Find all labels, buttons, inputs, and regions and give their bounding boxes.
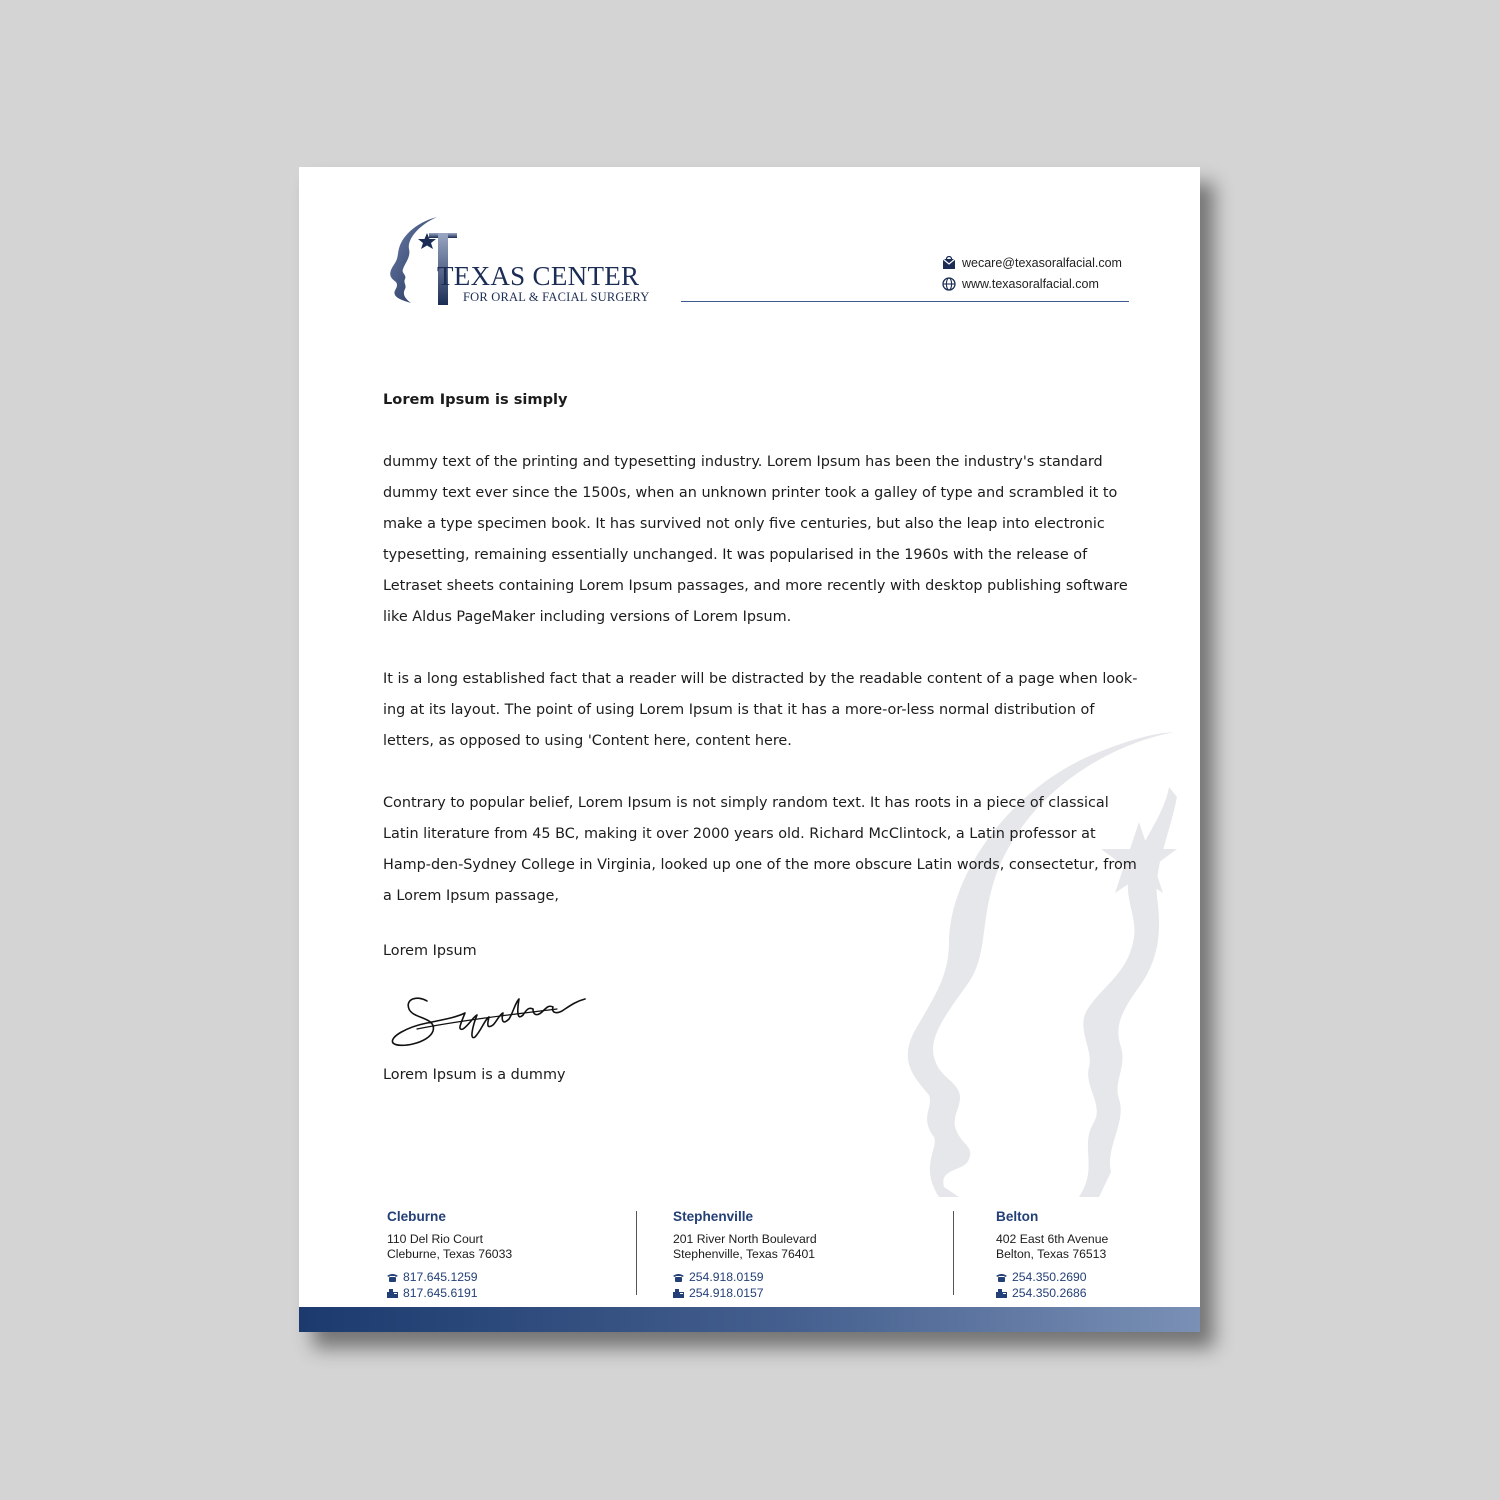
email-row bbox=[942, 253, 1122, 273]
paragraph-2: It is a long established fact that a reader will be distracted by the readable content of a page when look-ing at its layout. The point of using Lorem Ipsum is that it has a more-or-less normal distribution of letters, as opposed to using 'Content here, content here. bbox=[383, 671, 1138, 749]
office-stephenville bbox=[673, 1209, 817, 1301]
footer-offices bbox=[299, 1205, 1200, 1305]
office-fax[interactable]: 254.350.2686 bbox=[996, 1285, 1108, 1301]
fax-icon bbox=[996, 1289, 1007, 1298]
website-link[interactable]: www.texasoralfacial.com bbox=[962, 277, 1099, 291]
website-row bbox=[942, 274, 1122, 294]
office-address-line1: 201 River North Boulevard bbox=[673, 1232, 817, 1246]
phone-icon bbox=[387, 1273, 398, 1282]
email-icon bbox=[942, 256, 956, 270]
office-address-line1: 110 Del Rio Court bbox=[387, 1232, 483, 1246]
footer-divider bbox=[953, 1211, 954, 1295]
office-address-line2: Cleburne, Texas 76033 bbox=[387, 1247, 513, 1261]
office-fax[interactable]: 254.918.0157 bbox=[673, 1285, 817, 1301]
logo-title: TEXAS CENTER bbox=[437, 261, 640, 291]
office-fax[interactable]: 817.645.6191 bbox=[387, 1285, 512, 1301]
footer-divider bbox=[636, 1211, 637, 1295]
email-link[interactable]: wecare@texasoralfacial.com bbox=[962, 256, 1122, 270]
letterhead-page bbox=[299, 167, 1200, 1332]
fax-icon bbox=[673, 1289, 684, 1298]
contact-block bbox=[942, 253, 1122, 295]
office-address-line2: Stephenville, Texas 76401 bbox=[673, 1247, 816, 1261]
handwritten-signature bbox=[387, 979, 597, 1054]
paragraph-1: dummy text of the printing and typesetting industry. Lorem Ipsum has been the industry's standard dummy text ever since the 1500s, when an unknown printer took a galley of type and scrambled it to make a type specimen book. It has survived not only five centuries, but also the leap into electronic typesetting, remaining essentially unchanged. It was popularised in the 1960s with the release of Letraset sheets containing Lorem Ipsum passages, and more recently with desktop publishing software like Aldus PageMaker including versions of Lorem Ipsum. bbox=[383, 454, 1128, 625]
header-divider bbox=[681, 301, 1129, 302]
paragraph-3: Contrary to popular belief, Lorem Ipsum is not simply random text. It has roots in a piece of classical Latin literature from 45 BC, making it over 2000 years old. Richard McClintock, a Latin professor at Hamp-den-Sydney College in Virginia, looked up one of the more obscure Latin words, consectetur, from a Lorem Ipsum passage, bbox=[383, 795, 1137, 904]
globe-icon bbox=[942, 277, 956, 291]
office-city: Stephenville bbox=[673, 1209, 754, 1224]
phone-icon bbox=[996, 1273, 1007, 1282]
fax-icon bbox=[387, 1289, 398, 1298]
office-phone[interactable]: 254.918.0159 bbox=[673, 1269, 817, 1285]
office-city: Cleburne bbox=[387, 1209, 446, 1224]
company-logo bbox=[385, 213, 685, 313]
office-address-line1: 402 East 6th Avenue bbox=[996, 1232, 1109, 1246]
office-cleburne bbox=[387, 1209, 512, 1301]
signer-name: Lorem Ipsum is a dummy bbox=[383, 1067, 566, 1083]
office-address-line2: Belton, Texas 76513 bbox=[996, 1247, 1107, 1261]
footer-gradient-bar bbox=[299, 1307, 1200, 1332]
office-phone[interactable]: 817.645.1259 bbox=[387, 1269, 512, 1285]
office-city: Belton bbox=[996, 1209, 1039, 1224]
letter-closing: Lorem Ipsum bbox=[383, 943, 477, 959]
office-phone[interactable]: 254.350.2690 bbox=[996, 1269, 1108, 1285]
letter-heading: Lorem Ipsum is simply bbox=[383, 391, 568, 408]
office-belton bbox=[996, 1209, 1108, 1301]
phone-icon bbox=[673, 1273, 684, 1282]
logo-tagline: FOR ORAL & FACIAL SURGERY bbox=[463, 290, 650, 304]
